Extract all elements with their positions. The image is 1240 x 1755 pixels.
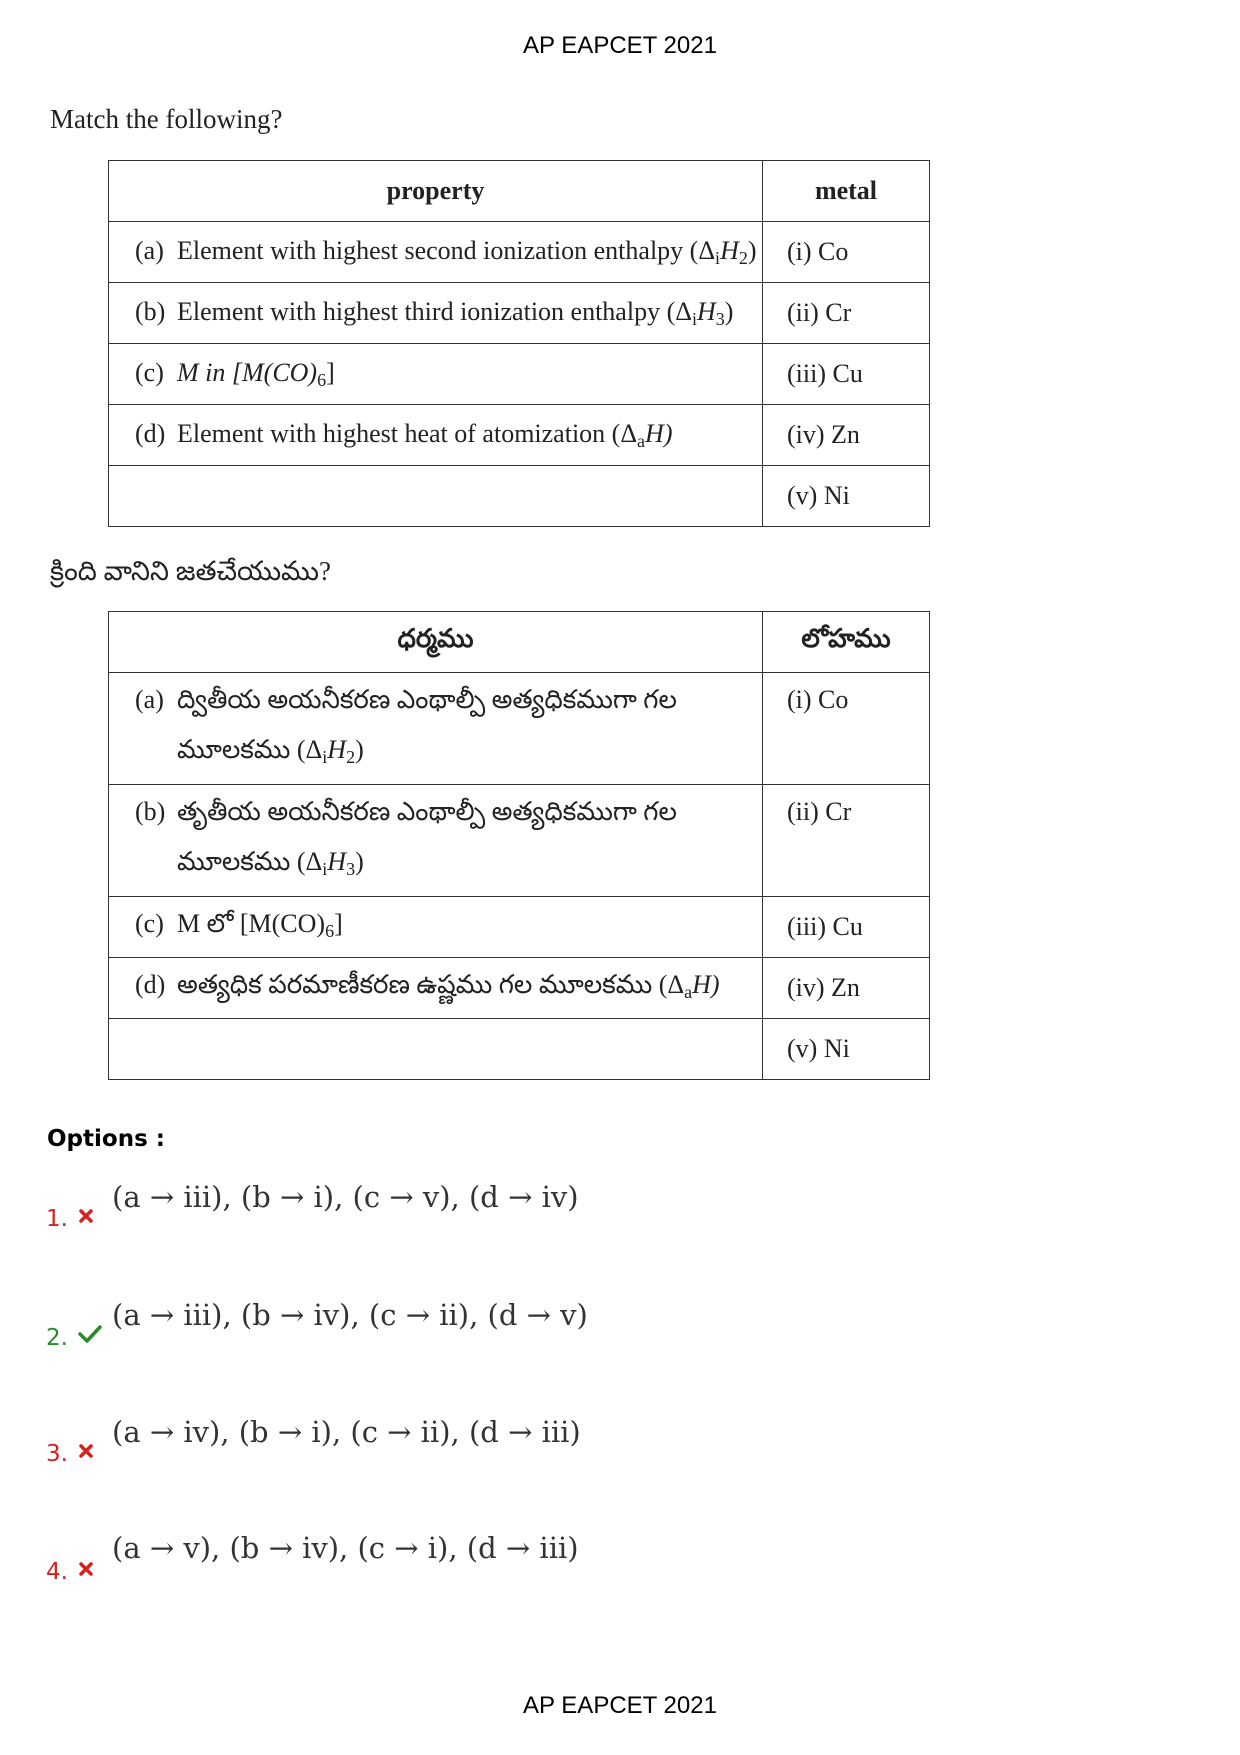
table-row xyxy=(109,466,930,527)
cross-icon xyxy=(78,1561,94,1581)
metal-cell: (iv) Zn xyxy=(763,405,930,466)
option-number: 2. xyxy=(46,1325,68,1351)
check-icon xyxy=(78,1324,102,1348)
column-header-metal: లోహము xyxy=(763,612,930,673)
property-cell: (c) M లో $[M(CO)_6]$ xyxy=(109,897,763,958)
option-text: (a → iii), (b → i), (c → v), (d → iv) xyxy=(112,1180,579,1214)
cross-icon xyxy=(78,1443,94,1463)
property-cell: (a) Element with highest second ionization enthalpy $(\Delta_iH_2)$ xyxy=(109,222,763,283)
question-title-english: Match the following? xyxy=(50,104,283,134)
column-header-property: property xyxy=(109,161,763,222)
page-header: AP EAPCET 2021 xyxy=(523,32,717,59)
property-cell: (b) తృతీయ అయనీకరణ ఎంథాల్పీ అత్యధికముగా గల మూలకము $(\Delta_iH_3)$ xyxy=(109,785,763,897)
option-text: (a → iv), (b → i), (c → ii), (d → iii) xyxy=(112,1415,581,1449)
cross-icon xyxy=(78,1208,94,1228)
option-text: (a → v), (b → iv), (c → i), (d → iii) xyxy=(112,1531,579,1565)
option-number: 1. xyxy=(46,1206,68,1232)
option-text: (a → iii), (b → iv), (c → ii), (d → v) xyxy=(112,1298,588,1332)
metal-cell: (v) Ni xyxy=(763,1019,930,1080)
property-cell: (c) M in $[M(CO)_6]$ xyxy=(109,344,763,405)
metal-cell: (i) Co xyxy=(763,673,930,785)
property-cell: (d) అత్యధిక పరమాణీకరణ ఉష్ణము గల మూలకము $(\Delta_aH)$ xyxy=(109,958,763,1019)
metal-cell: (i) Co xyxy=(763,222,930,283)
table-row xyxy=(109,222,930,283)
metal-cell: (ii) Cr xyxy=(763,283,930,344)
option-number: 4. xyxy=(46,1559,68,1585)
metal-cell: (v) Ni xyxy=(763,466,930,527)
table-row xyxy=(109,283,930,344)
column-header-property: ధర్మము xyxy=(109,612,763,673)
options-title: Options : xyxy=(47,1126,165,1152)
property-cell xyxy=(109,466,763,527)
table-row xyxy=(109,405,930,466)
metal-cell: (iii) Cu xyxy=(763,344,930,405)
property-cell: (d) Element with highest heat of atomization $(\Delta_aH)$ xyxy=(109,405,763,466)
question-title-telugu: క్రింది వానిని జతచేయుము? xyxy=(50,556,331,586)
table-row xyxy=(109,673,930,785)
metal-cell: (iv) Zn xyxy=(763,958,930,1019)
table-row xyxy=(109,958,930,1019)
property-cell: (b) Element with highest third ionization enthalpy $(\Delta_iH_3)$ xyxy=(109,283,763,344)
option-number: 3. xyxy=(46,1441,68,1467)
page-footer: AP EAPCET 2021 xyxy=(523,1692,717,1719)
match-table-english xyxy=(108,160,930,527)
metal-cell: (iii) Cu xyxy=(763,897,930,958)
column-header-metal: metal xyxy=(763,161,930,222)
table-row xyxy=(109,1019,930,1080)
property-cell xyxy=(109,1019,763,1080)
match-table-telugu xyxy=(108,611,930,1080)
property-cell: (a) ద్వితీయ అయనీకరణ ఎంథాల్పీ అత్యధికముగా గల మూలకము $(\Delta_iH_2)$ xyxy=(109,673,763,785)
table-row xyxy=(109,344,930,405)
table-row xyxy=(109,897,930,958)
metal-cell: (ii) Cr xyxy=(763,785,930,897)
table-row xyxy=(109,785,930,897)
